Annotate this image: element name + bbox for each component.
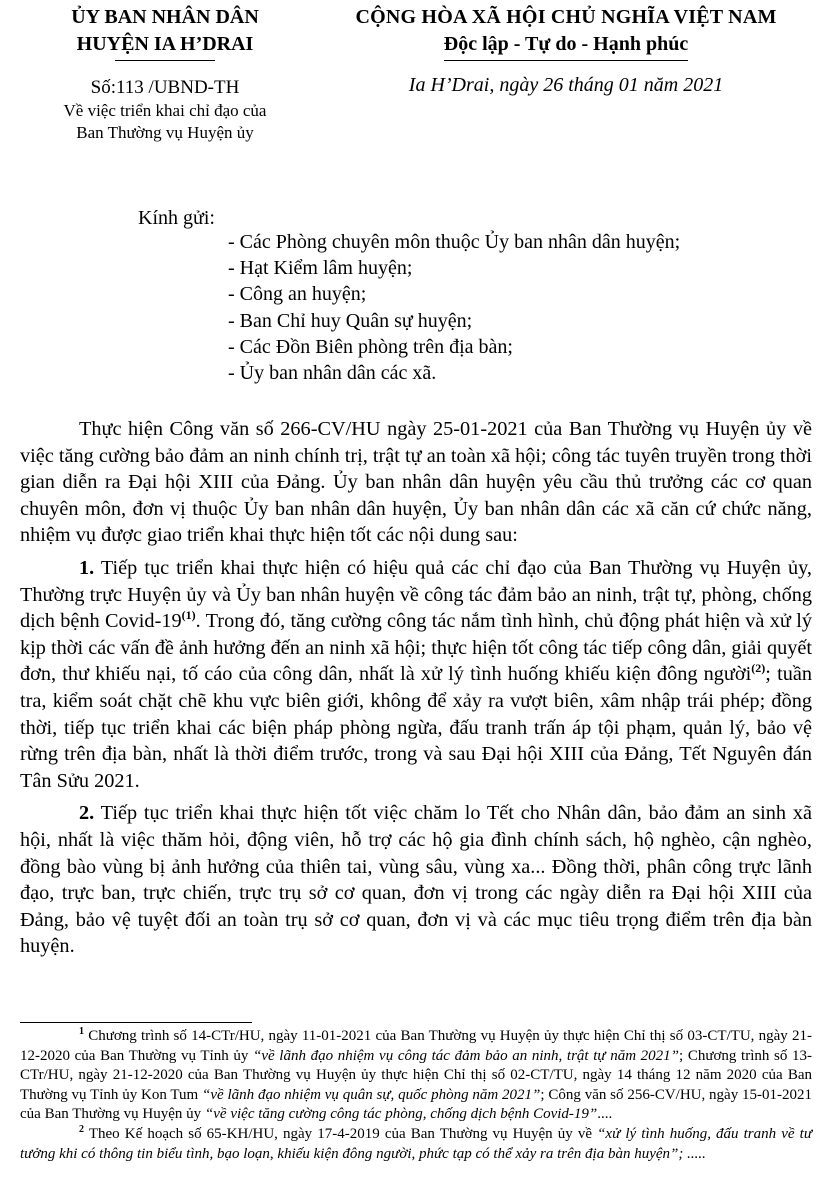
agency-underline xyxy=(115,60,216,61)
national-motto xyxy=(444,31,688,58)
footnote-2-mark: 2 xyxy=(79,1123,84,1135)
footnotes xyxy=(20,1027,812,1164)
agency-name-line2-text: HUYỆN IA H’DRAI xyxy=(76,33,254,55)
issuing-agency-block xyxy=(20,4,310,144)
footnote-1-quote-a: “về lãnh đạo nhiệm vụ công tác đảm bảo an ninh, trật tự năm 2021” xyxy=(252,1047,680,1064)
letter-body xyxy=(20,416,812,966)
intro-paragraph: Thực hiện Công văn số 266-CV/HU ngày 25-01-2021 của Ban Thường vụ Huyện ủy về việc tăng cường bảo đảm an ninh chính trị, trật tự an toàn xã hội; công tác tuyên truyền trong thời gian diễn ra Đại hội XIII của Đảng. Ủy ban nhân dân huyện yêu cầu thủ trưởng các cơ quan chuyên môn, đơn vị thuộc Ủy ban nhân dân huyện, Ủy ban nhân dân các xã căn cứ chức năng, nhiệm vụ được giao triển khai thực hiện tốt các nội dung sau: xyxy=(20,418,812,547)
footnote-1 xyxy=(20,1027,812,1125)
footnote-ref-1[interactable]: (1) xyxy=(181,608,196,623)
subject-line2: Ban Thường vụ Huyện ủy xyxy=(76,123,254,142)
recipient-item: - Ủy ban nhân dân các xã. xyxy=(228,362,437,385)
recipient-item: - Ban Chỉ huy Quân sự huyện; xyxy=(228,309,473,332)
footnote-1-quote-b: “về lãnh đạo nhiệm vụ quân sự, quốc phòng năm 2021” xyxy=(202,1086,541,1103)
national-motto-text: Độc lập - Tự do - Hạnh phúc xyxy=(443,33,689,55)
footnote-ref-2[interactable]: (2) xyxy=(751,661,766,676)
item-1-text-b: . Trong đó, tăng cường công tác nắm tình hình, chủ động phát hiện và xử lý kịp thời các vấn đề ảnh hưởng đến an ninh xã hội; thực hiện tốt công tác tiếp công dân, giải quyết đơn, thư khiếu nại, tố cáo của công dân, nhất là xử lý tình huống khiếu kiện đông người xyxy=(20,610,812,686)
item-2-number: 2. xyxy=(79,802,95,825)
item-1-number: 1. xyxy=(79,556,95,579)
document-number: Số:113 /UBND-TH xyxy=(90,77,240,98)
agency-name-line2 xyxy=(77,31,254,58)
recipient-item: - Các Đồn Biên phòng trên địa bàn; xyxy=(228,335,513,358)
item-1-text-c: ; tuần tra, kiểm soát chặt chẽ khu vực biên giới, không để xảy ra vượt biên, xâm nhập trái phép; đồng thời, tiếp tục triển khai các biện pháp phòng ngừa, đấu tranh trấn áp tội phạm, quản lý, bảo vệ rừng trên địa bàn, nhất là thời điểm trước, trong và sau Đại hội XIII của Đảng, Tết Nguyên đán Tân Sửu 2021. xyxy=(20,663,813,792)
footnote-1-mark: 1 xyxy=(79,1026,84,1037)
place-date: Ia H’Drai, ngày 26 tháng 01 năm 2021 xyxy=(408,74,724,96)
recipient-item: - Công an huyện; xyxy=(228,283,367,306)
national-title-block xyxy=(300,4,832,58)
greeting: Kính gửi: xyxy=(138,207,215,229)
footnote-1-end: .... xyxy=(597,1106,613,1123)
footnote-2 xyxy=(20,1125,812,1164)
footnote-2-quote-a: “xử lý tình huống, đấu tranh về tư tưởng khi có thông tin biểu tình, bạo loạn, khiếu kiện đông người, phức tạp có thể xảy ra trên địa bàn huyện”; ..... xyxy=(20,1125,812,1162)
recipient-item: - Các Phòng chuyên môn thuộc Ủy ban nhân dân huyện; xyxy=(228,231,681,253)
recipient-item: - Hạt Kiểm lâm huyện; xyxy=(228,257,413,280)
footnote-1-text-c: ; Công văn số 256-CV/HU, ngày 15-01-2021 của Ban Thường vụ Huyện ủy xyxy=(20,1086,813,1123)
recipient-list xyxy=(228,229,680,386)
footnote-1-quote-c: “về việc tăng cường công tác phòng, chống dịch bệnh Covid-19” xyxy=(204,1106,598,1123)
item-1-paragraph xyxy=(20,555,812,794)
subject-line1: Về việc triển khai chỉ đạo của xyxy=(63,101,267,120)
footnote-separator xyxy=(20,1022,252,1023)
item-2-paragraph xyxy=(20,800,812,960)
footnote-2-text-a: Theo Kế hoạch số 65-KH/HU, ngày 17-4-2019 của Ban Thường vụ Huyện ủy về xyxy=(88,1125,598,1142)
national-title: CỘNG HÒA XÃ HỘI CHỦ NGHĨA VIỆT NAM xyxy=(355,6,777,28)
footnote-1-text-b: ; Chương trình số 13-CTr/HU, ngày 21-12-2020 của Ban Thường vụ Huyện ủy thực hiện Chỉ thị số 02-CT/TU, ngày 14 tháng 12 năm 2020 của Ban Thường vụ Tỉnh ủy Kon Tum xyxy=(20,1047,812,1103)
agency-name-line1: ỦY BAN NHÂN DÂN xyxy=(71,6,259,28)
item-2-text: Tiếp tục triển khai thực hiện tốt việc chăm lo Tết cho Nhân dân, bảo đảm an sinh xã hội, nhất là việc thăm hỏi, động viên, hỗ trợ các hộ gia đình chính sách, hộ nghèo, cận nghèo, đồng bào vùng bị ảnh hưởng của thiên tai, vùng sâu, vùng xa... Đồng thời, phân công trực lãnh đạo, trực ban, trực chiến, trực trụ sở cơ quan, đơn vị trong các ngày diễn ra Đại hội XIII của Đảng, bảo vệ tuyệt đối an toàn trụ sở cơ quan, đơn vị và các mục tiêu trọng điểm trên địa bàn huyện. xyxy=(20,802,812,958)
item-1-text-a: Tiếp tục triển khai thực hiện có hiệu quả các chỉ đạo của Ban Thường vụ Huyện ủy, Thường trực Huyện ủy và Ủy ban nhân huyện về công tác đảm bảo an ninh, trật tự, phòng, chống dịch bệnh Covid-19 xyxy=(20,556,812,633)
footnote-1-text-a: Chương trình số 14-CTr/HU, ngày 11-01-2021 của Ban Thường vụ Huyện ủy thực hiện Chỉ thị số 03-CT/TU, ngày 21-12-2020 của Ban Thường vụ Tỉnh ủy xyxy=(20,1028,812,1064)
motto-underline xyxy=(444,60,688,61)
